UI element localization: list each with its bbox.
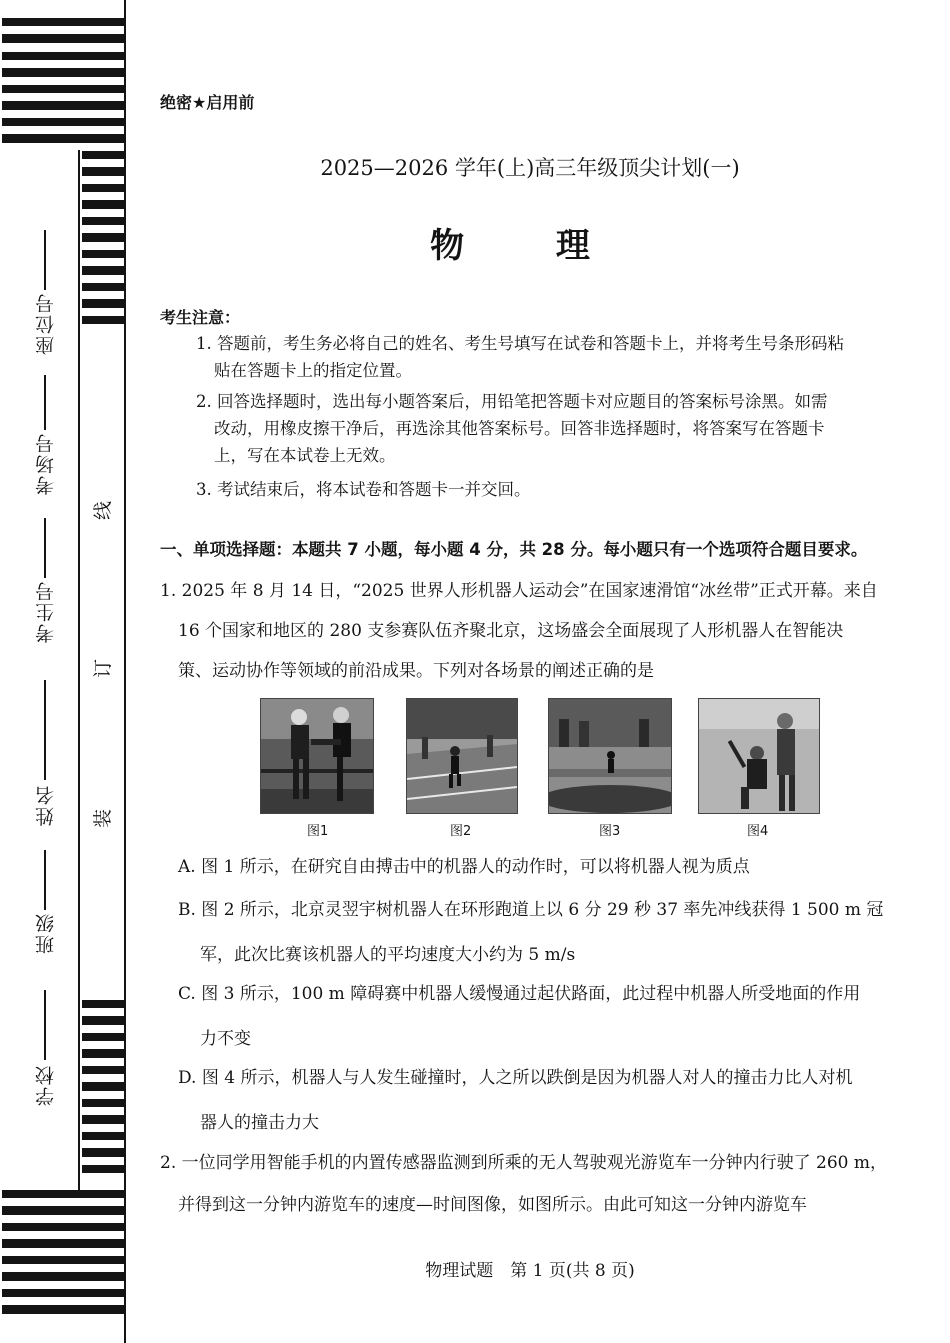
notice-item-2: [196, 388, 900, 469]
stripe: [82, 1132, 124, 1140]
option-c: [178, 972, 900, 1062]
stripe: [2, 1305, 124, 1314]
exam-title: 2025—2026 学年(上)高三年级顶尖计划(一): [320, 156, 740, 180]
stripe: [82, 1066, 124, 1074]
fill-line: [44, 375, 46, 430]
option-b: [178, 888, 900, 978]
stripe: [82, 1099, 124, 1107]
question-2-text: 2. 一位同学用智能手机的内置传感器监测到所乘的无人驾驶观光游览车一分钟内行驶了 260 m，: [160, 1153, 887, 1173]
stripe: [2, 118, 124, 126]
fill-line: [44, 850, 46, 910]
figure-4-photo: [698, 698, 820, 814]
class-label: 班级: [35, 912, 57, 954]
notice-line: 上，写在本试卷上无效。: [214, 446, 396, 465]
stripe: [82, 316, 124, 324]
question-2-text: 并得到这一分钟内游览车的速度—时间图像，如图所示。由此可知这一分钟内游览车: [178, 1195, 807, 1215]
binding-edge: [124, 0, 126, 1343]
question-1-text: 策、运动协作等领域的前沿成果。下列对各场景的阐述正确的是: [178, 661, 654, 681]
binding-line: [78, 150, 80, 1190]
notice-item-3: [196, 476, 900, 503]
figure-4-caption: 图4: [747, 824, 769, 839]
fill-line: [44, 990, 46, 1060]
option-a: [178, 845, 900, 890]
stripe: [82, 299, 124, 308]
stripe: [2, 85, 124, 93]
fill-line: [44, 680, 46, 780]
exam-room-label: 考场号: [35, 432, 57, 495]
binding-margin: [0, 0, 130, 1343]
collision-image: [699, 699, 819, 813]
notice-line: 3. 考试结束后，将本试卷和答题卡一并交回。: [196, 480, 531, 499]
option-b-line: 军，此次比赛该机器人的平均速度大小约为 5 m/s: [200, 945, 576, 965]
notice-title: 考生注意：: [160, 308, 241, 327]
section-heading: 一、单项选择题：本题共 7 小题，每小题 4 分，共 28 分。每小题只有一个选项符合题目要求。: [160, 540, 868, 559]
option-c-line: 力不变: [200, 1029, 251, 1049]
binding-char-xian: 线: [92, 500, 115, 521]
seat-number-label: 座位号: [35, 292, 57, 355]
stripe: [2, 101, 124, 110]
notice-line: 1. 答题前，考生务必将自己的姓名、考生号填写在试卷和答题卡上，并将考生号条形码粘: [196, 334, 844, 353]
figure-3-photo: [548, 698, 672, 814]
stripe: [82, 1115, 124, 1124]
subject-title: 物 理: [430, 226, 630, 266]
stripe: [82, 1082, 124, 1091]
stripe: [2, 1190, 124, 1198]
fill-line: [44, 518, 46, 578]
stripe: [82, 1000, 124, 1008]
running-robot-image: [407, 699, 517, 813]
question-1-text: 16 个国家和地区的 280 支参赛队伍齐聚北京，这场盛会全面展现了人形机器人在智能决: [178, 621, 844, 641]
option-b-line: B. 图 2 所示，北京灵翌宇树机器人在环形跑道上以 6 分 29 秒 37 率先冲线获得 1 500 m 冠: [178, 900, 884, 920]
notice-line: 2. 回答选择题时，选出每小题答案后，用铅笔把答题卡对应题目的答案标号涂黑。如需: [196, 392, 828, 411]
school-label: 学校: [35, 1064, 57, 1106]
option-a-line: A. 图 1 所示，在研究自由搏击中的机器人的动作时，可以将机器人视为质点: [178, 857, 750, 877]
confidential-label: 绝密★启用前: [160, 93, 255, 112]
option-d-line: 器人的撞击力大: [200, 1113, 319, 1133]
stripe: [2, 18, 124, 26]
stripe: [82, 283, 124, 291]
notice-line: 贴在答题卡上的指定位置。: [214, 361, 412, 380]
stripe: [2, 134, 124, 143]
stripe: [2, 52, 124, 60]
name-label: 姓名: [35, 784, 57, 826]
binding-char-ding: 订: [92, 658, 115, 679]
stripe: [2, 1239, 124, 1248]
binding-char-zhuang: 装: [92, 808, 115, 829]
stripe: [82, 200, 124, 209]
figure-2-caption: 图2: [450, 824, 472, 839]
stripe: [2, 34, 124, 43]
figure-1-photo: [260, 698, 374, 814]
obstacle-race-image: [549, 699, 671, 813]
page-footer: 物理试题 第 1 页(共 8 页): [425, 1261, 635, 1281]
stripe: [82, 1033, 124, 1041]
figure-1-caption: 图1: [307, 824, 329, 839]
fighting-robots-image: [261, 699, 373, 813]
stripe: [82, 1165, 124, 1173]
option-d-line: D. 图 4 所示，机器人与人发生碰撞时，人之所以跌倒是因为机器人对人的撞击力比人对机: [178, 1068, 853, 1088]
notice-line: 改动，用橡皮擦干净后，再选涂其他答案标号。回答非选择题时，将答案写在答题卡: [214, 419, 825, 438]
stripe: [82, 266, 124, 275]
stripe: [82, 1148, 124, 1157]
stripe: [82, 1049, 124, 1058]
stripe: [82, 184, 124, 192]
option-c-line: C. 图 3 所示，100 m 障碍赛中机器人缓慢通过起伏路面，此过程中机器人所受地面的作用: [178, 984, 861, 1004]
stripe: [2, 1206, 124, 1215]
stripe: [2, 68, 124, 77]
candidate-number-label: 考生号: [35, 580, 57, 643]
option-d: [178, 1056, 900, 1146]
notice-item-1: [196, 330, 900, 384]
figure-2-photo: [406, 698, 518, 814]
stripe: [82, 1016, 124, 1025]
stripe: [2, 1289, 124, 1297]
stripe: [2, 1223, 124, 1231]
question-1-text: 1. 2025 年 8 月 14 日，“2025 世界人形机器人运动会”在国家速滑馆“冰丝带”正式开幕。来自: [160, 581, 878, 601]
figure-3-caption: 图3: [599, 824, 621, 839]
